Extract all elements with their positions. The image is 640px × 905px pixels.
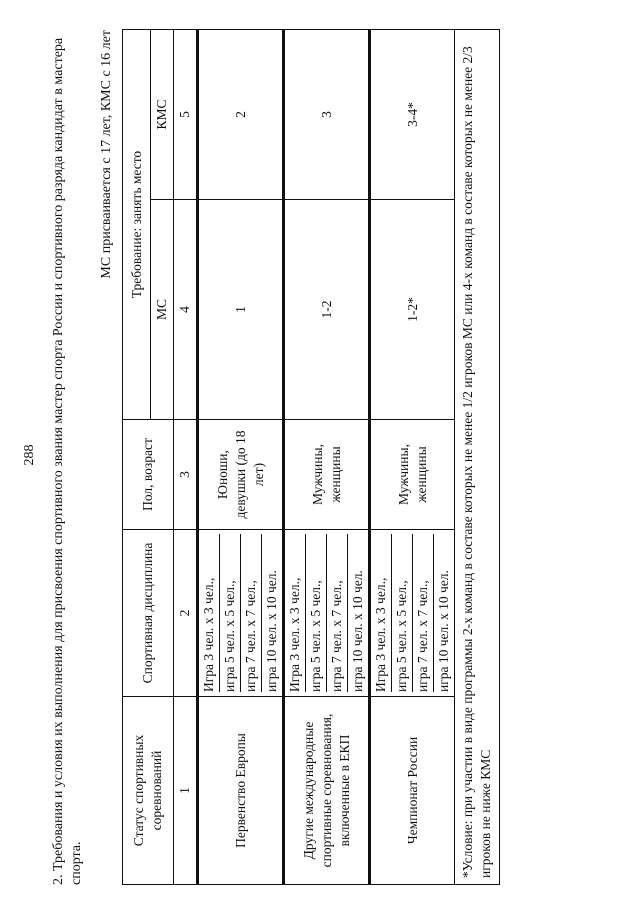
- col-number: 2: [174, 530, 198, 697]
- discipline-item: игра 10 чел. х 10 чел.: [264, 570, 279, 692]
- discipline-item: игра 5 чел. х 5 чел.,: [392, 534, 413, 692]
- row-ms: 1-2*: [370, 200, 455, 420]
- age-note: МС присваивается с 17 лет, КМС с 16 лет: [99, 30, 114, 279]
- row-ms: 1: [198, 200, 284, 420]
- discipline-item: Игра 3 чел. х 3 чел.,: [199, 534, 220, 692]
- row-gender-age: Юноши, девушки (до 18 лет): [198, 420, 284, 530]
- header-status: Статус спортивных соревнований: [123, 697, 174, 885]
- row-status: Чемпионат России: [370, 697, 455, 885]
- col-number: 4: [174, 200, 198, 420]
- column-number-row: [174, 30, 198, 885]
- discipline-item: Игра 3 чел. х 3 чел.,: [371, 534, 392, 692]
- row-gender-age: Мужчины, женщины: [284, 420, 370, 530]
- row-status: Первенство Европы: [198, 697, 284, 885]
- discipline-item: игра 7 чел. х 7 чел.,: [327, 534, 348, 692]
- header-gender-age: Пол, возраст: [123, 420, 174, 530]
- row-kms: 3-4*: [404, 102, 420, 127]
- table-caption: 2. Требования и условия их выполнения для присвоения спортивного звания мастер спорта России и спортивного разряда кандидат в мастера спорта.: [51, 37, 84, 885]
- row-disciplines: [284, 530, 370, 697]
- requirements-table: [122, 29, 500, 885]
- header-discipline: Спортивная дисциплина: [123, 530, 174, 697]
- row-gender-age: Мужчины, женщины: [370, 420, 455, 530]
- col-number: 1: [174, 697, 198, 885]
- table-row: [370, 30, 455, 885]
- table-footnote: *Условие: при участии в виде программы 2-х команд в составе которых не менее 1/2 игроков МС или 4-х команд в составе которых не менее 2/3 игроков не ниже КМС: [455, 30, 500, 885]
- row-ms: 1-2: [284, 200, 370, 420]
- discipline-item: игра 5 чел. х 5 чел.,: [220, 534, 241, 692]
- page-number: 288: [22, 444, 37, 466]
- footnote-row: [455, 30, 500, 885]
- col-number: 5: [174, 30, 198, 200]
- row-disciplines: [198, 530, 284, 697]
- row-kms-cell: [370, 30, 455, 200]
- table-row: [198, 30, 284, 885]
- discipline-item: Игра 3 чел. х 3 чел.,: [285, 534, 306, 692]
- header-ms: МС: [151, 200, 174, 420]
- row-status: Другие международные спортивные соревнования, включенные в ЕКП: [284, 697, 370, 885]
- row-kms: 2: [198, 30, 284, 200]
- discipline-item: игра 7 чел. х 7 чел.,: [241, 534, 262, 692]
- discipline-item: игра 10 чел. х 10 чел.: [350, 570, 365, 692]
- row-disciplines: [370, 530, 455, 697]
- rotated-content: [50, 30, 610, 885]
- discipline-item: игра 10 чел. х 10 чел.: [436, 570, 451, 692]
- header-requirement: Требование: занять место: [123, 30, 151, 420]
- table-row: [284, 30, 370, 885]
- discipline-item: игра 7 чел. х 7 чел.,: [413, 534, 434, 692]
- header-kms: КМС: [151, 30, 174, 200]
- col-number: 3: [174, 420, 198, 530]
- header-row: [123, 30, 151, 885]
- row-kms: 3: [284, 30, 370, 200]
- discipline-item: игра 5 чел. х 5 чел.,: [306, 534, 327, 692]
